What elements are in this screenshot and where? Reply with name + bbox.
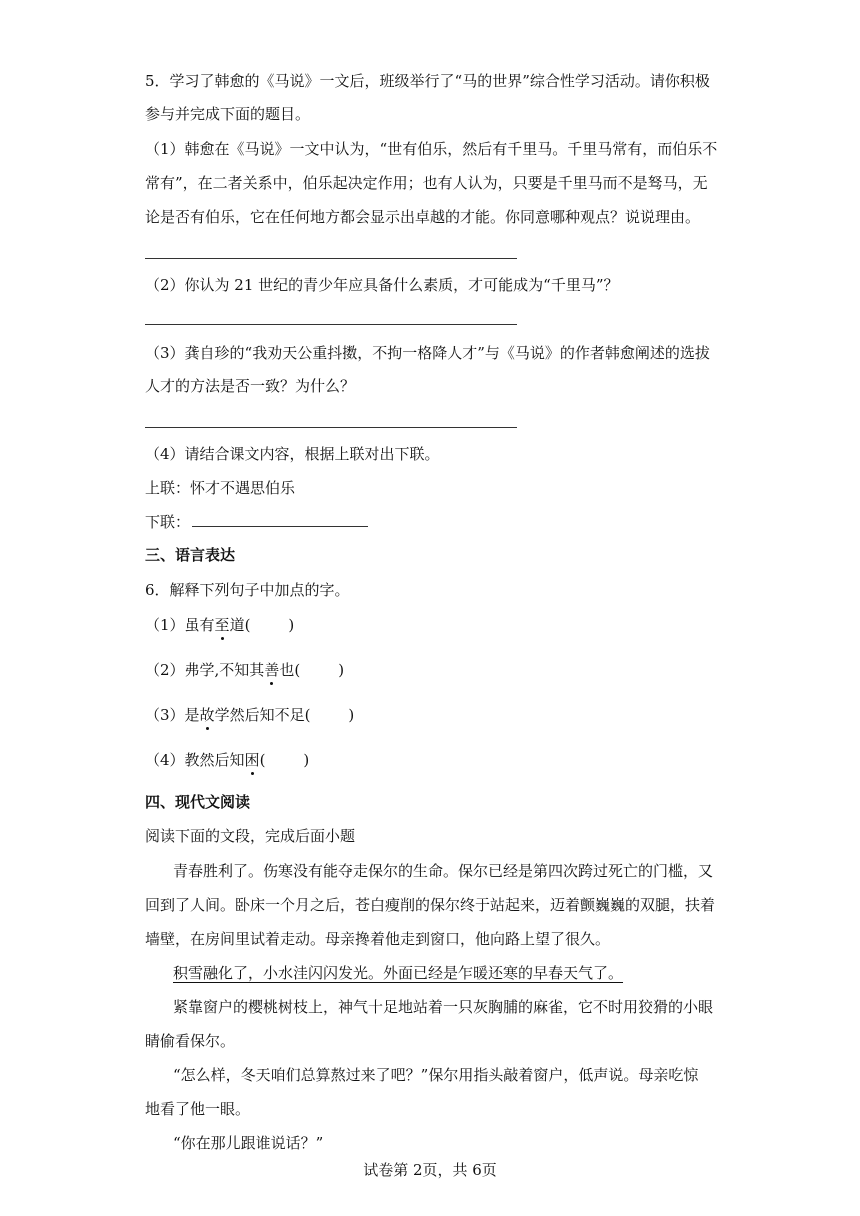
q5-intro-line2: 参与并完成下面的题目。	[145, 105, 311, 123]
q6-item-3-close: )	[348, 706, 355, 724]
passage-p5: “你在那儿跟谁说话？”	[173, 1134, 324, 1152]
q5-part2: （2）你认为 21 世纪的青少年应具备什么素质，才可能成为“千里马”？	[145, 276, 619, 294]
lower-couplet	[145, 512, 368, 532]
q6-item-2-close: )	[338, 661, 345, 679]
answer-line-2[interactable]	[145, 324, 517, 325]
q6-item-4-dotted-char: 困	[244, 751, 260, 769]
q6-prompt: 6．解释下列句子中加点的字。	[145, 581, 350, 599]
q6-item-3-pre: （3）是	[145, 706, 200, 724]
q6-item-1-dotted-char: 至	[214, 616, 230, 634]
q5-part4: （4）请结合课文内容，根据上联对出下联。	[145, 445, 440, 463]
passage-p4-line1: “怎么样，冬天咱们总算熬过来了吧？”保尔用指头敲着窗户，低声说。母亲吃惊	[173, 1066, 699, 1084]
passage-p1-line2: 回到了人间。卧床一个月之后，苍白瘦削的保尔终于站起来，迈着颤巍巍的双腿，扶着	[145, 896, 716, 914]
q6-item-1-close: )	[288, 616, 295, 634]
q6-item-4-post: (	[259, 751, 266, 769]
q6-item-1-pre: （1）虽有	[145, 616, 215, 634]
section-4-title: 四、现代文阅读	[145, 793, 251, 811]
q6-item-2	[145, 660, 344, 680]
answer-line-3[interactable]	[145, 427, 517, 428]
answer-line-1[interactable]	[145, 258, 517, 259]
passage-p1-line3: 墙壁，在房间里试着走动。母亲搀着他走到窗口，他向路上望了很久。	[145, 930, 611, 948]
reading-instruction: 阅读下面的文段，完成后面小题	[145, 827, 356, 845]
lower-couplet-blank[interactable]	[192, 512, 368, 527]
passage-p2-underlined: 积雪融化了，小水洼闪闪发光。外面已经是乍暖还寒的早春天气了。	[173, 964, 624, 982]
q6-item-3-dotted-char: 故	[199, 706, 215, 724]
q5-part1-line3: 论是否有伯乐，它在任何地方都会显示出卓越的才能。你同意哪种观点？说说理由。	[145, 208, 701, 226]
q6-item-1-post: 道(	[229, 616, 251, 634]
q6-item-1	[145, 615, 294, 635]
q6-item-3	[145, 705, 354, 725]
q5-part1-line2: 常有”，在二者关系中，伯乐起决定作用；也有人认为，只要是千里马而不是驽马，无	[145, 174, 708, 192]
passage-p1-line1: 青春胜利了。伤寒没有能夺走保尔的生命。保尔已经是第四次跨过死亡的门槛，又	[173, 862, 714, 880]
page-footer: 试卷第 2页，共 6页	[363, 1161, 497, 1179]
q6-item-4-pre: （4）教然后知	[145, 751, 245, 769]
q6-item-2-dotted-char: 善	[264, 661, 280, 679]
q5-part3-line1: （3）龚自珍的“我劝天公重抖擞，不拘一格降人才”与《马说》的作者韩愈阐述的选拔	[145, 344, 710, 362]
passage-p4-line2: 地看了他一眼。	[145, 1100, 251, 1118]
q6-item-2-pre: （2）弗学,不知其	[145, 661, 265, 679]
passage-p3-line1: 紧靠窗户的樱桃树枝上，神气十足地站着一只灰胸脯的麻雀，它不时用狡猾的小眼	[173, 998, 714, 1016]
q6-item-2-post: 也(	[279, 661, 301, 679]
q6-item-3-post: 学然后知不足(	[214, 706, 311, 724]
section-3-title: 三、语言表达	[145, 546, 236, 564]
upper-couplet: 上联：怀才不遇思伯乐	[145, 479, 296, 497]
q5-intro-line1: 5．学习了韩愈的《马说》一文后，班级举行了“马的世界”综合性学习活动。请你积极	[145, 72, 710, 90]
q6-item-4	[145, 750, 309, 770]
q5-part1-line1: （1）韩愈在《马说》一文中认为，“世有伯乐，然后有千里马。千里马常有，而伯乐不	[145, 140, 718, 158]
q6-item-4-close: )	[303, 751, 310, 769]
q5-part3-line2: 人才的方法是否一致？为什么？	[145, 377, 356, 395]
lower-couplet-label: 下联：	[145, 513, 191, 531]
passage-p3-line2: 睛偷看保尔。	[145, 1032, 236, 1050]
